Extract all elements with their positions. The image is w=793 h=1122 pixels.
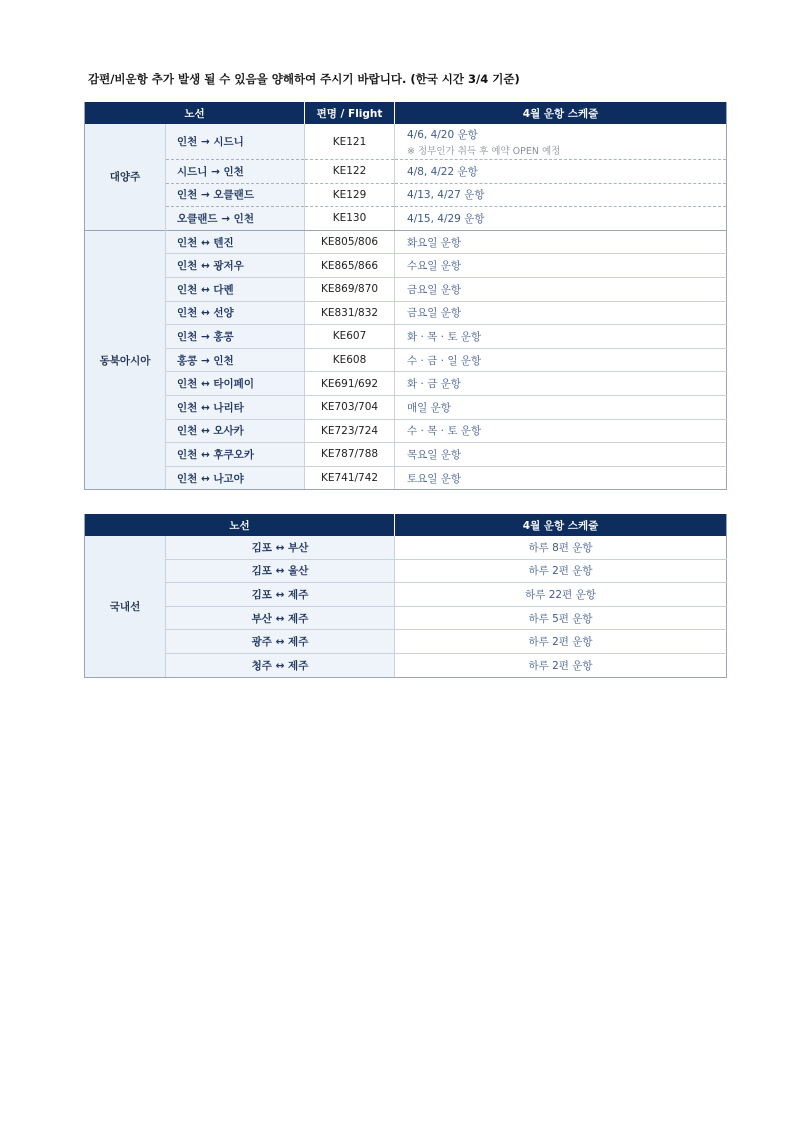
route-cell: 부산 ↔ 제주	[166, 606, 395, 630]
flight-cell: KE869/870	[305, 277, 395, 301]
route-cell: 인천 ↔ 나고야	[166, 466, 305, 490]
schedule-cell: 하루 8편 운항	[395, 536, 727, 559]
table-row	[85, 254, 727, 278]
table-row	[85, 653, 727, 677]
schedule-cell: 금요일 운항	[395, 301, 727, 325]
route-cell: 인천 → 시드니	[166, 124, 305, 160]
flight-cell: KE129	[305, 183, 395, 207]
route-cell: 김포 ↔ 제주	[166, 583, 395, 607]
table-row	[85, 443, 727, 467]
schedule-cell: 수 · 금 · 일 운항	[395, 348, 727, 372]
flight-cell: KE121	[305, 124, 395, 160]
flight-cell: KE865/866	[305, 254, 395, 278]
table-row	[85, 277, 727, 301]
header-flight: 편명 / Flight	[305, 102, 395, 124]
route-cell: 오클랜드 → 인천	[166, 207, 305, 231]
international-schedule-table	[84, 102, 727, 490]
schedule-cell: 4/8, 4/22 운항	[395, 160, 727, 184]
table-row	[85, 606, 727, 630]
flight-cell: KE723/724	[305, 419, 395, 443]
table-header-row	[85, 102, 727, 124]
table-row	[85, 395, 727, 419]
schedule-cell: 화 · 목 · 토 운항	[395, 325, 727, 349]
route-cell: 인천 ↔ 다롄	[166, 277, 305, 301]
region-domestic: 국내선	[85, 536, 166, 677]
flight-cell: KE122	[305, 160, 395, 184]
flight-cell: KE831/832	[305, 301, 395, 325]
region-northeast-asia: 동북아시아	[85, 230, 166, 490]
schedule-cell: 하루 5편 운항	[395, 606, 727, 630]
table-row	[85, 160, 727, 184]
schedule-cell: 하루 2편 운항	[395, 630, 727, 654]
schedule-cell: 목요일 운항	[395, 443, 727, 467]
route-cell: 인천 ↔ 텐진	[166, 230, 305, 254]
schedule-cell: 수요일 운항	[395, 254, 727, 278]
schedule-cell: 수 · 목 · 토 운항	[395, 419, 727, 443]
route-cell: 김포 ↔ 울산	[166, 559, 395, 583]
header-route: 노선	[85, 102, 305, 124]
table-row	[85, 559, 727, 583]
flight-cell: KE703/704	[305, 395, 395, 419]
route-cell: 시드니 → 인천	[166, 160, 305, 184]
schedule-cell: 하루 2편 운항	[395, 653, 727, 677]
schedule-cell: 토요일 운항	[395, 466, 727, 490]
table-row	[85, 348, 727, 372]
table-row	[85, 230, 727, 254]
route-cell: 인천 ↔ 나리타	[166, 395, 305, 419]
schedule-cell: 4/15, 4/29 운항	[395, 207, 727, 231]
notice-text: 감편/비운항 추가 발생 될 수 있음을 양해하여 주시기 바랍니다. (한국 시간 3/4 기준)	[88, 72, 520, 86]
route-cell: 인천 ↔ 광저우	[166, 254, 305, 278]
table-row	[85, 630, 727, 654]
flight-cell: KE741/742	[305, 466, 395, 490]
region-oceania: 대양주	[85, 124, 166, 230]
schedule-cell	[395, 124, 727, 160]
route-cell: 홍콩 → 인천	[166, 348, 305, 372]
table-row	[85, 183, 727, 207]
route-cell: 광주 ↔ 제주	[166, 630, 395, 654]
schedule-cell: 매일 운항	[395, 395, 727, 419]
header-schedule: 4월 운항 스케줄	[395, 514, 727, 536]
schedule-cell: 하루 2편 운항	[395, 559, 727, 583]
table-row	[85, 301, 727, 325]
table-row	[85, 372, 727, 396]
flight-cell: KE130	[305, 207, 395, 231]
route-cell: 김포 ↔ 부산	[166, 536, 395, 559]
schedule-cell: 4/13, 4/27 운항	[395, 183, 727, 207]
schedule-note: ※ 정부인가 취득 후 예약 OPEN 예정	[407, 145, 561, 157]
table-row	[85, 124, 727, 160]
route-cell: 청주 ↔ 제주	[166, 653, 395, 677]
schedule-text: 4/6, 4/20 운항	[407, 128, 478, 141]
table-row	[85, 325, 727, 349]
flight-cell: KE607	[305, 325, 395, 349]
table-row	[85, 583, 727, 607]
table-row	[85, 466, 727, 490]
table-row	[85, 207, 727, 231]
route-cell: 인천 → 홍콩	[166, 325, 305, 349]
schedule-cell: 금요일 운항	[395, 277, 727, 301]
table-header-row	[85, 514, 727, 536]
route-cell: 인천 ↔ 후쿠오카	[166, 443, 305, 467]
header-route: 노선	[85, 514, 395, 536]
header-schedule: 4월 운항 스케줄	[395, 102, 727, 124]
flight-cell: KE787/788	[305, 443, 395, 467]
route-cell: 인천 ↔ 오사카	[166, 419, 305, 443]
table-row	[85, 419, 727, 443]
domestic-schedule-table	[84, 514, 727, 678]
table-row	[85, 536, 727, 559]
route-cell: 인천 ↔ 타이페이	[166, 372, 305, 396]
schedule-cell: 화 · 금 운항	[395, 372, 727, 396]
route-cell: 인천 → 오클랜드	[166, 183, 305, 207]
schedule-cell: 화요일 운항	[395, 230, 727, 254]
flight-cell: KE608	[305, 348, 395, 372]
flight-cell: KE805/806	[305, 230, 395, 254]
flight-cell: KE691/692	[305, 372, 395, 396]
route-cell: 인천 ↔ 선양	[166, 301, 305, 325]
schedule-cell: 하루 22편 운항	[395, 583, 727, 607]
